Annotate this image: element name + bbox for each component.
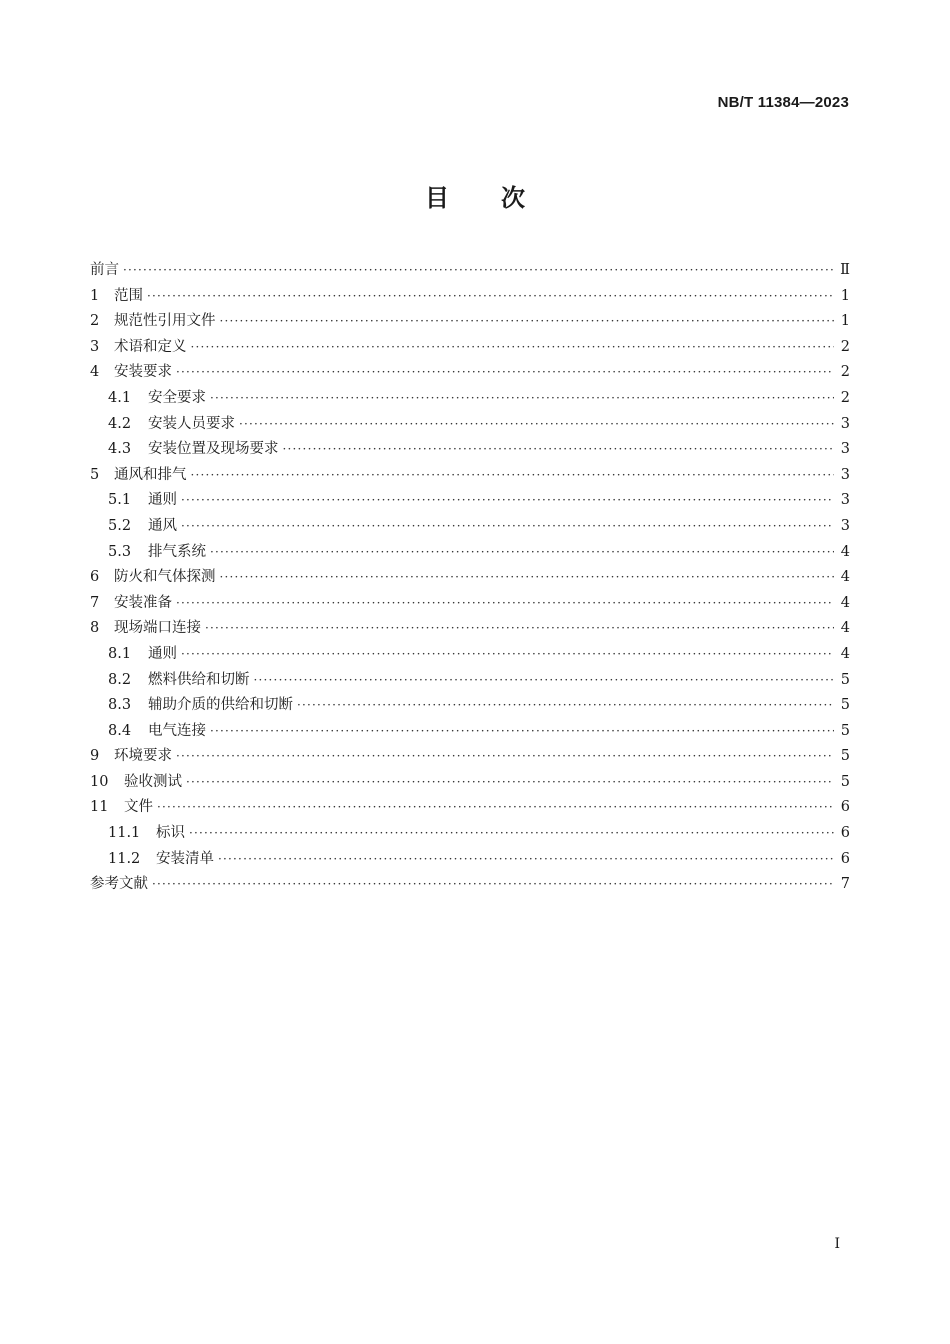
toc-entry-page: 3: [840, 415, 850, 432]
toc-leader-dots: [191, 340, 835, 354]
toc-entry-number: 3: [90, 338, 100, 355]
toc-entry-page: 4: [840, 594, 850, 611]
toc-leader-dots: [210, 724, 834, 738]
toc-entry-label: 安全要求: [148, 389, 206, 406]
toc-entry-label: 安装准备: [114, 594, 172, 611]
toc-leader-dots: [176, 365, 834, 379]
toc-entry[interactable]: [90, 437, 850, 463]
toc-entry-number: 5: [90, 466, 100, 483]
toc-entry[interactable]: [90, 591, 850, 617]
toc-entry-label: 辅助介质的供给和切断: [148, 697, 293, 714]
toc-entry-number: 9: [90, 748, 100, 765]
toc-entry-page: 4: [840, 569, 850, 586]
toc-entry-page: 2: [840, 389, 850, 406]
toc-leader-dots: [152, 877, 834, 891]
toc-entry-page: 4: [840, 620, 850, 637]
toc-entry-number: 4: [90, 364, 100, 381]
toc-entry-number: 8.2: [108, 671, 132, 688]
toc-entry-label: 通风和排气: [114, 466, 187, 483]
toc-leader-dots: [210, 391, 834, 405]
toc-entry-page: 6: [840, 825, 850, 842]
toc-entry-number: 7: [90, 594, 100, 611]
toc-entry-page: 2: [840, 338, 850, 355]
toc-entry-number: 10: [90, 773, 109, 790]
page-number: I: [834, 1236, 840, 1252]
toc-entry-number: 8.4: [108, 722, 132, 739]
toc-leader-dots: [297, 698, 834, 712]
toc-entry-page: 4: [840, 543, 850, 560]
toc-entry[interactable]: [90, 309, 850, 335]
toc-entry-number: 5.1: [108, 492, 132, 509]
toc-entry[interactable]: [90, 847, 850, 873]
toc-leader-dots: [186, 775, 834, 789]
toc-leader-dots: [157, 800, 834, 814]
toc-entry-label: 安装要求: [114, 364, 172, 381]
table-of-contents: [90, 258, 850, 898]
toc-leader-dots: [189, 826, 834, 840]
standard-code: NB/T 11384—2023: [717, 94, 849, 111]
toc-entry-number: 4.3: [108, 441, 132, 458]
toc-leader-dots: [210, 545, 834, 559]
toc-entry-page: 5: [840, 748, 850, 765]
toc-entry-label: 安装人员要求: [148, 415, 235, 432]
toc-entry-number: 4.1: [108, 389, 132, 406]
toc-entry-page: 7: [840, 876, 850, 893]
toc-entry-number: 6: [90, 569, 100, 586]
toc-entry-label: 通则: [148, 492, 177, 509]
toc-entry[interactable]: [90, 335, 850, 361]
toc-entry[interactable]: [90, 642, 850, 668]
toc-entry-number: 1: [90, 287, 100, 304]
toc-entry[interactable]: [90, 770, 850, 796]
toc-entry-number: 5.3: [108, 543, 132, 560]
toc-entry[interactable]: [90, 284, 850, 310]
toc-entry-page: 5: [840, 671, 850, 688]
toc-entry[interactable]: [90, 258, 850, 284]
toc-leader-dots: [239, 417, 834, 431]
toc-leader-dots: [176, 749, 834, 763]
toc-entry[interactable]: [90, 540, 850, 566]
toc-entry-page: 5: [840, 773, 850, 790]
toc-entry[interactable]: [90, 693, 850, 719]
toc-leader-dots: [181, 519, 834, 533]
toc-entry-page: 6: [840, 799, 850, 816]
toc-entry-label: 术语和定义: [114, 338, 187, 355]
toc-entry-page: 6: [840, 850, 850, 867]
toc-leader-dots: [254, 673, 835, 687]
toc-leader-dots: [191, 468, 835, 482]
toc-entry[interactable]: [90, 616, 850, 642]
toc-leader-dots: [218, 852, 834, 866]
toc-leader-dots: [181, 647, 834, 661]
toc-entry-label: 环境要求: [114, 748, 172, 765]
toc-entry-number: 11: [90, 799, 109, 816]
toc-entry-label: 范围: [114, 287, 143, 304]
toc-leader-dots: [176, 596, 834, 610]
toc-entry-label: 参考文献: [90, 876, 148, 893]
toc-entry-label: 安装清单: [156, 850, 214, 867]
toc-entry-label: 标识: [156, 825, 185, 842]
toc-entry[interactable]: [90, 386, 850, 412]
toc-entry[interactable]: [90, 795, 850, 821]
page-title: 目次: [425, 184, 577, 212]
toc-entry[interactable]: [90, 463, 850, 489]
toc-leader-dots: [205, 621, 834, 635]
toc-leader-dots: [220, 570, 835, 584]
toc-leader-dots: [283, 442, 835, 456]
toc-entry-number: 11.1: [108, 825, 141, 842]
toc-leader-dots: [123, 263, 834, 277]
toc-entry-page: 2: [840, 364, 850, 381]
toc-entry[interactable]: [90, 719, 850, 745]
toc-entry-label: 现场端口连接: [114, 620, 201, 637]
toc-entry-label: 安装位置及现场要求: [148, 441, 279, 458]
toc-entry-label: 通风: [148, 517, 177, 534]
toc-entry-page: 3: [840, 517, 850, 534]
toc-leader-dots: [181, 493, 834, 507]
toc-entry-label: 电气连接: [148, 722, 206, 739]
toc-entry-page: 3: [840, 492, 850, 509]
toc-entry[interactable]: [90, 488, 850, 514]
toc-entry-page: 3: [840, 466, 850, 483]
toc-entry-number: 2: [90, 313, 100, 330]
toc-entry[interactable]: [90, 360, 850, 386]
toc-entry-page: 5: [840, 697, 850, 714]
toc-entry-number: 8.1: [108, 645, 132, 662]
toc-entry-label: 文件: [124, 799, 153, 816]
toc-entry-page: 3: [840, 441, 850, 458]
toc-entry-label: 通则: [148, 645, 177, 662]
toc-entry[interactable]: [90, 514, 850, 540]
toc-entry-label: 前言: [90, 262, 119, 278]
toc-leader-dots: [220, 314, 835, 328]
toc-entry-number: 4.2: [108, 415, 132, 432]
toc-entry[interactable]: [90, 668, 850, 694]
toc-entry-page: 5: [840, 722, 850, 739]
toc-entry-label: 燃料供给和切断: [148, 671, 250, 688]
toc-entry-label: 排气系统: [148, 543, 206, 560]
toc-entry-number: 5.2: [108, 517, 132, 534]
toc-entry-label: 规范性引用文件: [114, 313, 216, 330]
toc-entry[interactable]: [90, 412, 850, 438]
toc-entry-number: 11.2: [108, 850, 141, 867]
toc-entry-number: 8: [90, 620, 100, 637]
toc-entry-page: 4: [840, 645, 850, 662]
toc-entry-page: Ⅱ: [840, 262, 850, 278]
toc-entry[interactable]: [90, 821, 850, 847]
toc-entry-number: 8.3: [108, 697, 132, 714]
toc-entry[interactable]: [90, 565, 850, 591]
toc-leader-dots: [147, 289, 834, 303]
toc-entry-page: 1: [840, 313, 850, 330]
toc-entry[interactable]: [90, 744, 850, 770]
toc-entry[interactable]: [90, 872, 850, 898]
toc-entry-label: 验收测试: [124, 773, 182, 790]
toc-entry-page: 1: [840, 287, 850, 304]
toc-entry-label: 防火和气体探测: [114, 569, 216, 586]
